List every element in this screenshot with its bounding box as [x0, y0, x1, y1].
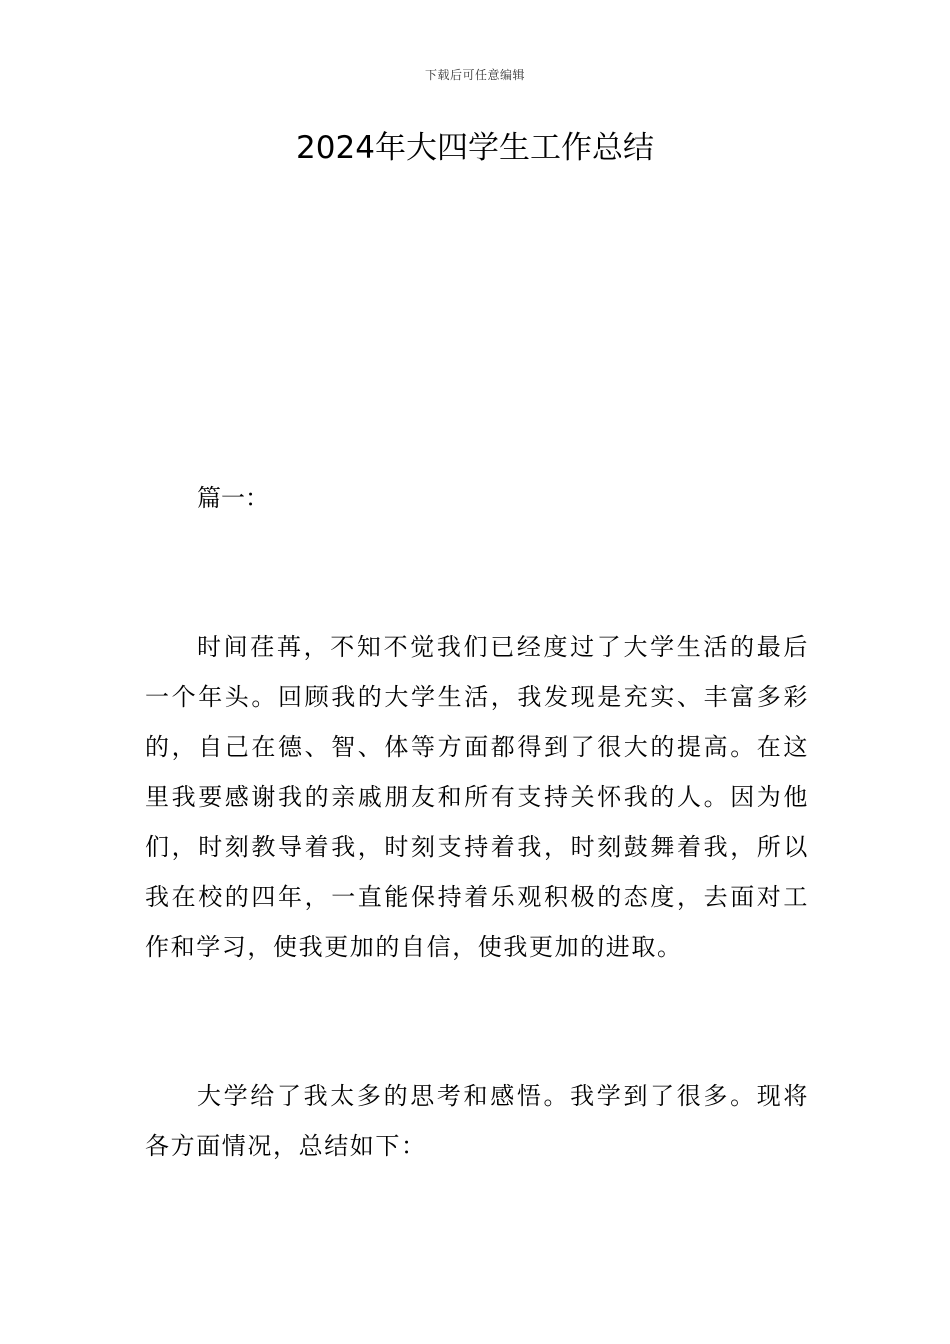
body-paragraph-2: 大学给了我太多的思考和感悟。我学到了很多。现将各方面情况，总结如下：: [145, 1082, 809, 1160]
header-note: 下载后可任意编辑: [424, 68, 525, 82]
document-title: 2024年大四学生工作总结: [296, 130, 654, 166]
section-label: 篇一：: [197, 484, 269, 512]
body-paragraph-1: 时间荏苒，不知不觉我们已经度过了大学生活的最后一个年头。回顾我的大学生活，我发现是充实、丰富多彩的，自己在德、智、体等方面都得到了很大的提高。在这里我要感谢我的亲戚朋友和所有支持关怀我的人。因为他们，时刻教导着我，时刻支持着我，时刻鼓舞着我，所以我在校的四年，一直能保持着乐观积极的态度，去面对工作和学习，使我更加的自信，使我更加的进取。: [145, 633, 809, 961]
